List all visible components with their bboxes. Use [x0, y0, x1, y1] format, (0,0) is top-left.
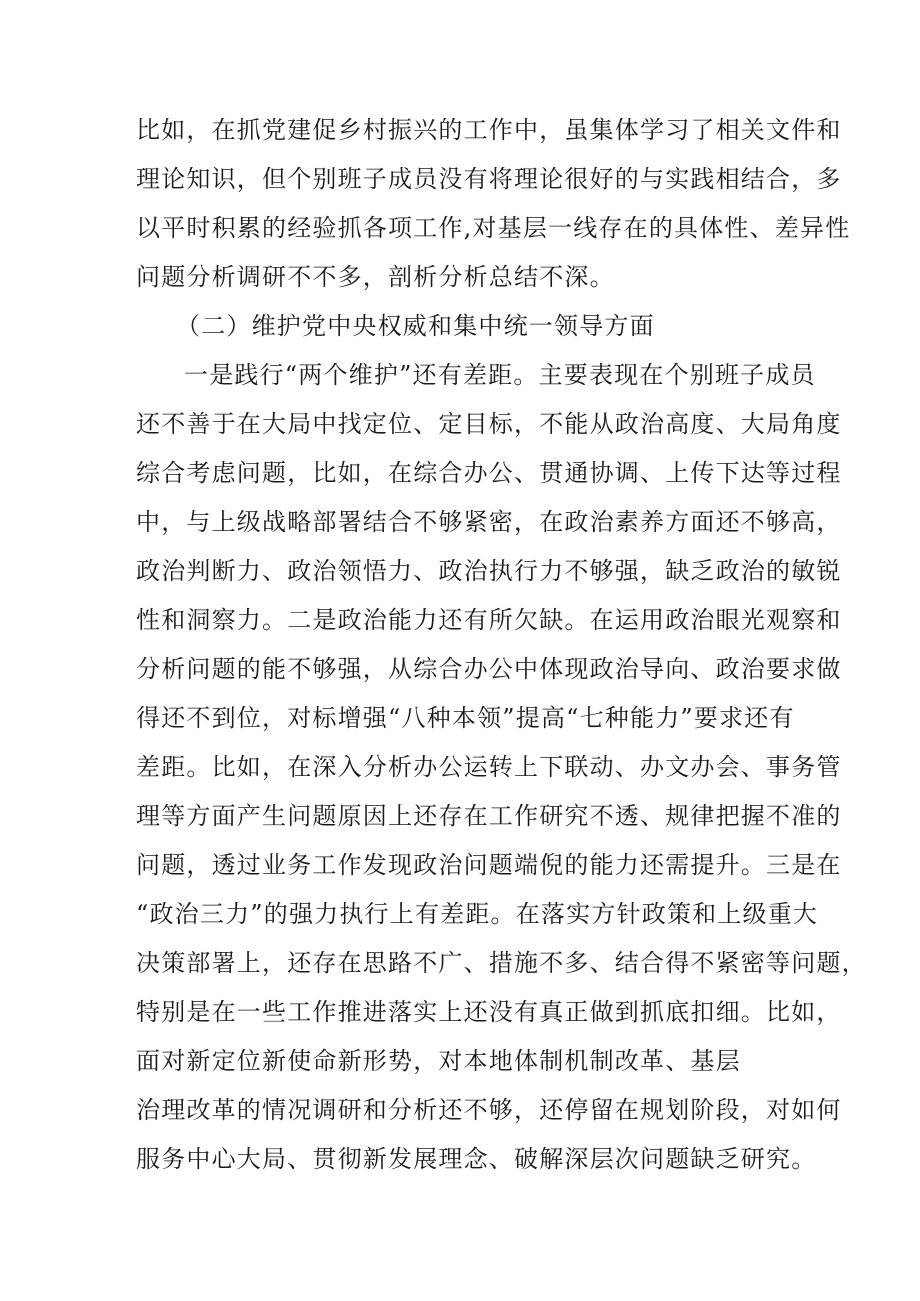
paragraph-2-line-10: 理等方面产生问题原因上还存在工作研究不透、规律把握不准的: [136, 802, 842, 830]
paragraph-2-line-12: “政治三力”的强力执行上有差距。在落实方针政策和上级重大: [136, 900, 819, 928]
paragraph-2-line-1: 一是践行“两个维护”还有差距。主要表现在个别班子成员: [184, 361, 816, 389]
paragraph-2-line-17: 服务中心大局、贯彻新发展理念、破解深层次问题缺乏研究。: [136, 1145, 817, 1173]
paragraph-2-line-2: 还不善于在大局中找定位、定目标，不能从政治高度、大局角度: [136, 410, 842, 438]
paragraph-2-line-14: 特别是在一些工作推进落实上还没有真正做到抓底扣细。比如，: [136, 998, 842, 1026]
paragraph-2-line-9: 差距。比如，在深入分析办公运转上下联动、办文办会、事务管: [136, 753, 842, 781]
paragraph-2-line-16: 治理改革的情况调研和分析还不够，还停留在规划阶段，对如何: [136, 1096, 842, 1124]
paragraph-2-line-13: 决策部署上，还存在思路不广、措施不多、结合得不紧密等问题，: [136, 949, 867, 977]
paragraph-2-line-15: 面对新定位新使命新形势，对本地体制机制改革、基层: [136, 1047, 741, 1075]
paragraph-2-line-3: 综合考虑问题，比如，在综合办公、贯通协调、上传下达等过程: [136, 459, 842, 487]
paragraph-1-line-3: 以平时积累的经验抓各项工作,对基层一线存在的具体性、差异性: [136, 214, 851, 242]
paragraph-2-line-11: 问题，透过业务工作发现政治问题端倪的能力还需提升。三是在: [136, 851, 842, 879]
paragraph-1-line-1: 比如，在抓党建促乡村振兴的工作中，虽集体学习了相关文件和: [136, 116, 842, 144]
section-heading: （二）维护党中央权威和集中统一领导方面: [176, 312, 655, 340]
paragraph-1-line-4: 问题分析调研不不多，剖析分析总结不深。: [136, 263, 615, 291]
paragraph-1-line-2: 理论知识，但个别班子成员没有将理论很好的与实践相结合，多: [136, 165, 842, 193]
paragraph-2-line-7: 分析问题的能不够强，从综合办公中体现政治导向、政治要求做: [136, 655, 842, 683]
paragraph-2-line-4: 中，与上级战略部署结合不够紧密，在政治素养方面还不够高，: [136, 508, 842, 536]
paragraph-2-line-6: 性和洞察力。二是政治能力还有所欠缺。在运用政治眼光观察和: [136, 606, 842, 634]
paragraph-2-line-5: 政治判断力、政治领悟力、政治执行力不够强，缺乏政治的敏锐: [136, 557, 842, 585]
paragraph-2-line-8: 得还不到位，对标增强“八种本领”提高“七种能力”要求还有: [136, 704, 795, 732]
